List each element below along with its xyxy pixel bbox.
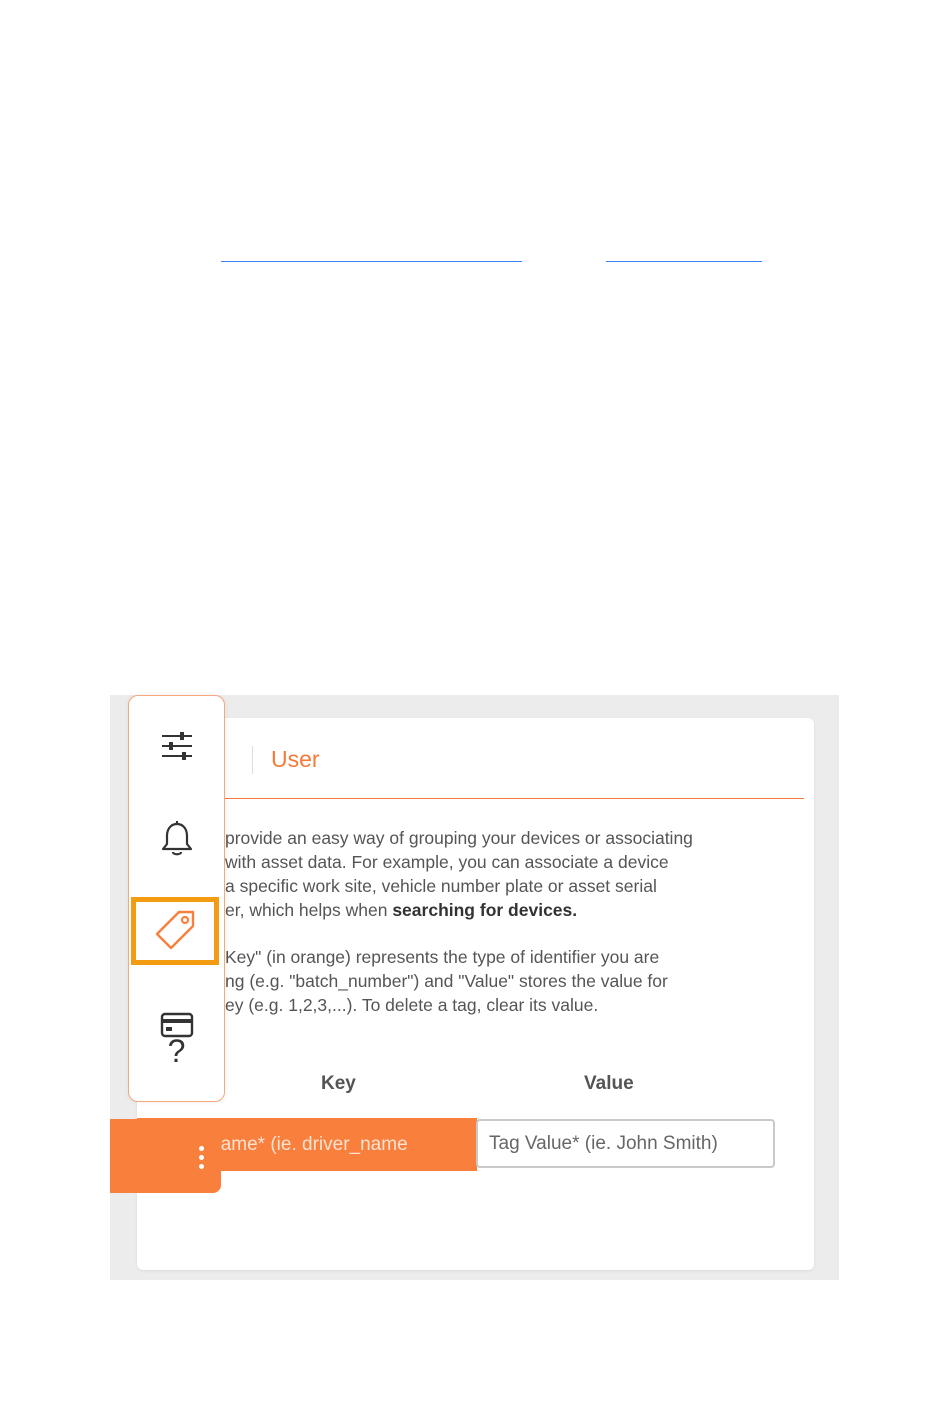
tags-button[interactable] [131, 897, 219, 965]
tab-header [137, 718, 804, 799]
sliders-icon [160, 731, 194, 761]
text-line: with asset data. For example, you can associate a device [225, 852, 669, 872]
bell-icon [161, 821, 193, 857]
tab-divider [252, 746, 253, 774]
tags-card [137, 718, 814, 1270]
tag-icon [152, 908, 198, 954]
help-icon: ? [167, 1033, 186, 1069]
tab-user[interactable]: User [271, 746, 320, 772]
text-line: Key" (in orange) represents the type of identifier you are [225, 947, 660, 967]
key-column-header: Key [321, 1073, 356, 1094]
tag-value-input[interactable] [476, 1119, 775, 1168]
screenshot-panel [110, 695, 839, 1280]
link-underline[interactable] [606, 261, 762, 262]
more-vertical-icon [199, 1146, 204, 1173]
tag-row [137, 1118, 775, 1171]
billing-help-button[interactable] [129, 1008, 224, 1070]
text-line: a specific work site, vehicle number plate or asset serial [225, 876, 657, 896]
link-underline[interactable] [221, 261, 522, 262]
description-paragraph-1 [225, 826, 777, 922]
notifications-button[interactable] [129, 816, 224, 862]
bold-text: searching for devices. [392, 900, 578, 920]
text-line: ng (e.g. "batch_number") and "Value" stores the value for [225, 971, 668, 991]
description-paragraph-2 [225, 945, 777, 1017]
text-line: er, which helps when [225, 900, 393, 920]
value-column-header: Value [584, 1073, 634, 1094]
text-line: ey (e.g. 1,2,3,...). To delete a tag, clear its value. [225, 995, 599, 1015]
more-options-button[interactable] [110, 1119, 221, 1193]
settings-button[interactable] [129, 724, 224, 768]
text-line: provide an easy way of grouping your devices or associating [225, 828, 693, 848]
side-toolbar [128, 695, 225, 1102]
